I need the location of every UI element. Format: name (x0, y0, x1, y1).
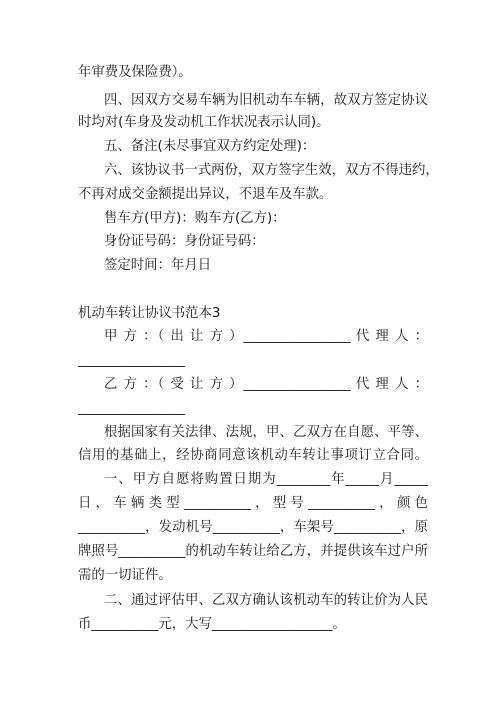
party-a-agent-blank: ________________ (78, 353, 186, 368)
article-1-line-2: 日 ， 车 辆 类 型 __________ ， 型 号 __________ ， 颜 色 (78, 496, 428, 511)
preamble-line-1: 根据国家有关法律、法规，甲、乙双方在自愿、平等、 (104, 425, 428, 440)
party-b-agent-blank: ________________ (78, 401, 186, 416)
text-line: 年审费及保险费）。 (78, 65, 192, 80)
clause-6-line-1: 六、该协议书一式两份，双方签字生效，双方不得违约， (104, 163, 439, 178)
article-1-line-5: 需的一切证件。 (78, 568, 172, 583)
section-title: 机动车转让协议书范本3 (78, 306, 221, 321)
signing-date-line: 签定时间：年月日 (104, 258, 212, 273)
clause-4-line-2: 时均对(车身及发动机工作状况表示认同)。 (78, 115, 330, 130)
id-number-line: 身份证号码：身份证号码： (104, 234, 265, 249)
clause-6-line-2: 不再对成交金额提出异议，不退车及车款。 (78, 187, 333, 202)
clause-4-line-1: 四、因双方交易车辆为旧机动车车辆，故双方签定协议 (104, 93, 428, 108)
article-2-line-2: 币__________元，大写__________________。 (78, 617, 346, 632)
party-a-line: 甲 方 ：（ 出 让 方 ）________________ 代 理 人 ： (104, 329, 428, 344)
article-2-line-1: 二、通过评估甲、乙双方确认该机动车的转让价为人民 (104, 593, 428, 608)
clause-5: 五、备注(未尽事宜双方约定处理)： (104, 139, 316, 154)
article-1-line-1: 一、甲方自愿将购置日期为________年_____月_____ (104, 472, 428, 487)
signature-parties: 售车方(甲方)：购车方(乙方)： (104, 211, 286, 226)
preamble-line-2: 信用的基础上，经协商同意该机动车转让事项订立合同。 (78, 448, 428, 463)
article-1-line-4: 牌照号__________的机动车转让给乙方，并提供该车过户所 (78, 544, 428, 559)
article-1-line-3: __________，发动机号__________，车架号__________，原 (78, 520, 428, 535)
party-b-line: 乙 方 ：（ 受 让 方 ）________________ 代 理 人 ： (104, 377, 428, 392)
